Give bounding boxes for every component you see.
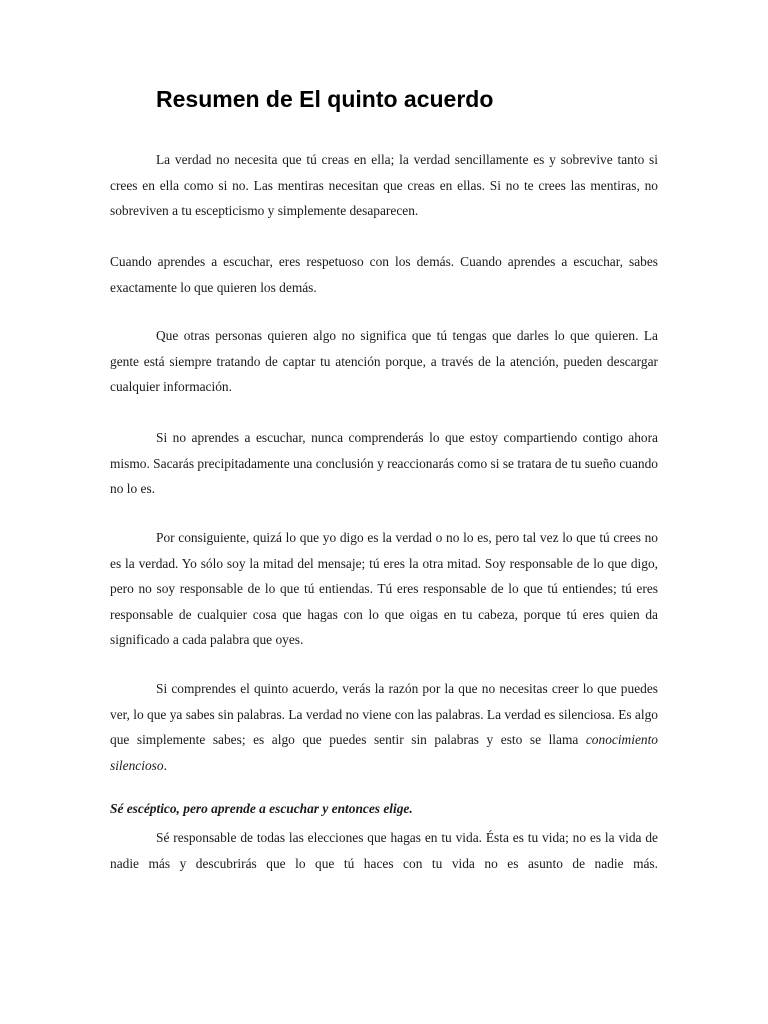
italic-subheading: Sé escéptico, pero aprende a escuchar y entonces elige. xyxy=(110,801,413,816)
paragraph-6-italic: conocimiento silencioso xyxy=(110,732,658,773)
paragraph-2: Cuando aprendes a escuchar, eres respetuoso con los demás. Cuando aprendes a escuchar, sabes exactamente lo que quieren los demás. xyxy=(110,254,658,295)
paragraph-1: La verdad no necesita que tú creas en ella; la verdad sencillamente es y sobrevive tanto si crees en ella como si no. Las mentiras necesitan que creas en ellas. Si no te crees las mentiras, no sobreviven a tu escepticismo y simplemente desaparecen. xyxy=(110,152,658,218)
paragraph-7: Sé responsable de todas las elecciones que hagas en tu vida. Ésta es tu vida; no es la vida de nadie más y descubrirás que lo que tú haces con tu vida no es asunto de nadie más. xyxy=(110,830,658,871)
paragraph-6 xyxy=(110,676,658,778)
document-title: Resumen de El quinto acuerdo xyxy=(156,86,494,112)
paragraph-5: Por consiguiente, quizá lo que yo digo es la verdad o no lo es, pero tal vez lo que tú crees no es la verdad. Yo sólo soy la mitad del mensaje; tú eres la otra mitad. Soy responsable de lo que digo, pero no soy responsable de lo que tú entiendas. Tú eres responsable de lo que tú entiendes; tú eres responsable de cualquier cosa que hagas con lo que oigas en tu cabeza, porque tú eres quien da significado a cada palabra que oyes. xyxy=(110,530,658,647)
paragraph-6-end: . xyxy=(163,757,167,773)
paragraph-6-text: Si comprendes el quinto acuerdo, verás la razón por la que no necesitas creer lo que puedes ver, lo que ya sabes sin palabras. La verdad no viene con las palabras. La verdad es silenciosa. Es algo que simplemente sabes; es algo que puedes sentir sin palabras y esto se llama xyxy=(110,681,658,747)
paragraph-4: Si no aprendes a escuchar, nunca comprenderás lo que estoy compartiendo contigo ahora mismo. Sacarás precipitadamente una conclusión y reaccionarás como si se tratara de tu sueño cuando no lo es. xyxy=(110,430,658,496)
paragraph-3: Que otras personas quieren algo no significa que tú tengas que darles lo que quieren. La gente está siempre tratando de captar tu atención porque, a través de la atención, pueden descargar cualquier información. xyxy=(110,328,658,394)
